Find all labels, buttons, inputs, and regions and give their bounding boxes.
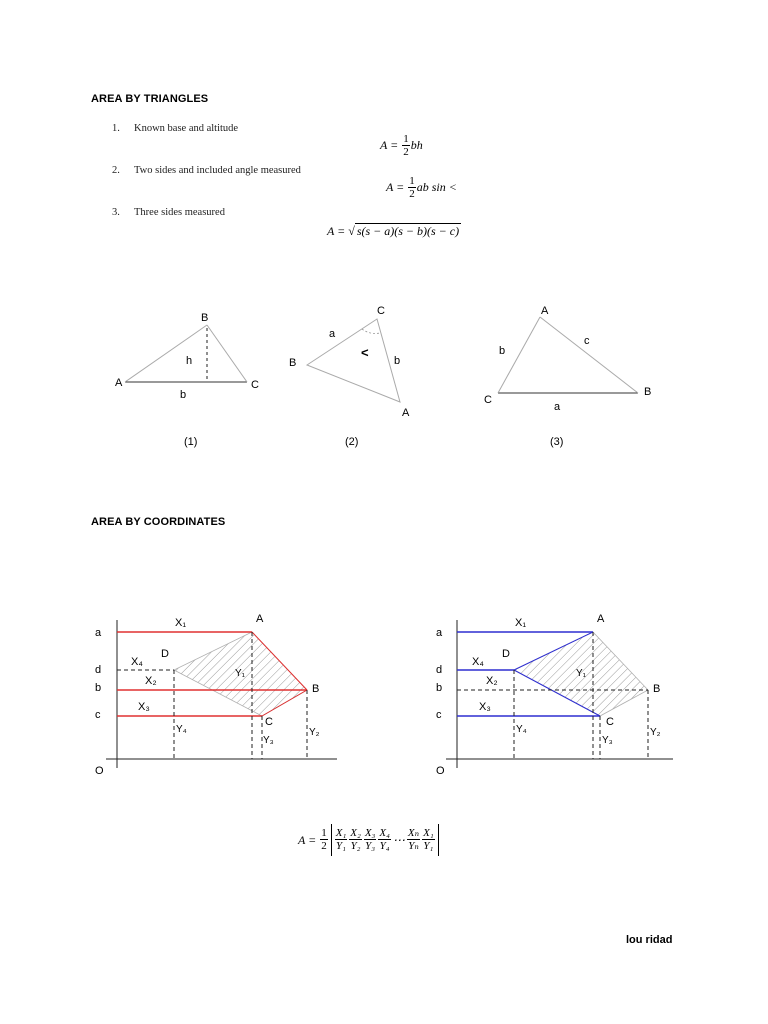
- method-text: Two sides and included angle measured: [134, 165, 301, 176]
- fraction-denominator: 2: [409, 188, 415, 200]
- term-x: X₃: [364, 827, 376, 839]
- method-text: Three sides measured: [134, 207, 225, 218]
- label-x3: X₃: [138, 701, 150, 713]
- term-x: X₁: [335, 827, 347, 839]
- triangle-2-label-b-vertex: B: [289, 357, 297, 369]
- triangle-3-label-b-vertex: B: [644, 386, 652, 398]
- method-text: Known base and altitude: [134, 123, 239, 134]
- label-y2: Y₂: [650, 727, 661, 738]
- label-x1: X₁: [515, 617, 527, 629]
- point-label-b: B: [653, 683, 661, 695]
- coordinate-term: [378, 828, 391, 852]
- method-number: 2.: [112, 165, 120, 176]
- axis-label-b: b: [95, 682, 102, 694]
- method-item-2: [112, 165, 301, 176]
- axis-label-c: c: [436, 709, 442, 721]
- label-y4: Y₄: [176, 724, 187, 735]
- triangle-2-label-a-side: a: [329, 328, 336, 340]
- triangle-1-label-b-vertex: B: [201, 312, 209, 324]
- label-x1: X₁: [175, 617, 187, 629]
- method-item-1: [112, 123, 238, 134]
- fraction-half: [408, 176, 416, 200]
- method-number: 1.: [112, 123, 120, 134]
- formula-three-sides: [327, 224, 461, 239]
- term-x: X₂: [350, 827, 361, 839]
- term-x: Xₙ: [407, 827, 420, 839]
- abs-bar-left: [331, 824, 332, 856]
- point-label-d: D: [161, 648, 169, 660]
- triangle-figure-2: [289, 305, 410, 448]
- formula-radicand: s(s − a)(s − b)(s − c): [356, 224, 460, 238]
- term-y: Y₂: [350, 840, 361, 852]
- triangle-3-label-c-side: c: [584, 335, 590, 347]
- triangle-figures: [0, 295, 768, 455]
- axis-label-origin: O: [95, 765, 104, 777]
- method-item-3: [112, 207, 225, 218]
- formula-lhs: A =: [298, 832, 317, 847]
- fraction-denominator: 2: [403, 146, 409, 158]
- label-y4: Y₄: [516, 724, 527, 735]
- point-label-c: C: [265, 716, 273, 728]
- fraction-denominator: 2: [321, 840, 327, 852]
- formula-lhs: A =: [380, 137, 399, 152]
- formula-rhs: bh: [410, 137, 423, 152]
- triangle-2-outline: [307, 319, 400, 402]
- formula-coordinates: [298, 824, 441, 856]
- label-y1: Y₁: [235, 668, 246, 679]
- coordinate-term: [407, 828, 420, 852]
- label-x2: X₂: [486, 675, 498, 687]
- fraction-numerator: 1: [321, 827, 327, 839]
- section-heading-triangles: AREA BY TRIANGLES: [91, 93, 209, 105]
- label-x4: X₄: [131, 656, 143, 668]
- label-y3: Y₃: [263, 735, 274, 746]
- term-y: Y₁: [423, 840, 434, 852]
- formula-lhs: A =: [327, 224, 346, 238]
- axis-label-a: a: [95, 627, 102, 639]
- axis-label-c: c: [95, 709, 101, 721]
- point-label-a: A: [256, 613, 264, 625]
- triangle-3-side-ab: [540, 317, 638, 393]
- fraction-half: [320, 828, 328, 852]
- triangle-1-label-c: C: [251, 379, 259, 391]
- abs-bar-right: [438, 824, 439, 856]
- triangle-2-angle-symbol: <: [361, 345, 369, 360]
- point-label-a: A: [597, 613, 605, 625]
- figure-caption-2: (2): [345, 436, 359, 448]
- figure-caption-1: (1): [184, 436, 198, 448]
- method-number: 3.: [112, 207, 120, 218]
- sqrt-sign: √: [348, 224, 355, 238]
- term-x: X₁: [423, 827, 434, 839]
- triangle-1-label-h: h: [186, 355, 193, 367]
- triangle-3-label-a-side: a: [554, 401, 561, 413]
- label-x4: X₄: [472, 656, 484, 668]
- triangle-2-label-c: C: [377, 305, 385, 317]
- term-y: Y₁: [336, 840, 346, 852]
- coordinate-term: [335, 828, 348, 852]
- coordinate-term: [349, 828, 362, 852]
- term-y: Yₙ: [408, 840, 419, 852]
- fraction-numerator: 1: [403, 133, 409, 145]
- label-x2: X₂: [145, 675, 157, 687]
- formula-two-sides-angle: [386, 176, 457, 200]
- triangle-3-label-a-vertex: A: [541, 305, 549, 317]
- point-label-d: D: [502, 648, 510, 660]
- coordinate-figure-right: [436, 613, 673, 777]
- triangle-3-label-b-side: b: [499, 345, 506, 357]
- figure-caption-3: (3): [550, 436, 564, 448]
- coordinate-term: [364, 828, 377, 852]
- point-label-b: B: [312, 683, 320, 695]
- triangle-3-label-c-vertex: C: [484, 394, 492, 406]
- coordinate-term: [422, 828, 435, 852]
- fraction-half: [402, 134, 410, 158]
- fraction-numerator: 1: [409, 175, 415, 187]
- term-x: X₄: [379, 827, 390, 839]
- section-heading-coordinates: AREA BY COORDINATES: [91, 516, 226, 528]
- label-y2: Y₂: [309, 727, 320, 738]
- formula-base-altitude: [380, 134, 423, 158]
- point-label-c: C: [606, 716, 614, 728]
- author-name: lou ridad: [626, 934, 673, 946]
- formula-lhs: A =: [386, 179, 405, 194]
- ellipsis: ⋯: [392, 832, 405, 847]
- triangle-figure-3: [484, 305, 651, 448]
- term-y: Y₃: [365, 840, 376, 852]
- label-y3: Y₃: [602, 735, 613, 746]
- axis-label-d: d: [436, 664, 443, 676]
- axis-label-d: d: [95, 664, 102, 676]
- term-y: Y₄: [379, 840, 390, 852]
- triangle-2-label-a-vertex: A: [402, 407, 410, 419]
- coordinate-figures: [0, 600, 768, 790]
- formula-rhs: ab sin <: [416, 179, 457, 194]
- triangle-1-side-ab: [125, 325, 207, 382]
- triangle-2-label-b-side: b: [394, 355, 401, 367]
- axis-label-b: b: [436, 682, 443, 694]
- determinant-terms: [334, 828, 436, 852]
- triangle-figure-1: [115, 312, 259, 448]
- label-y1: Y₁: [576, 668, 587, 679]
- axis-label-origin: O: [436, 765, 445, 777]
- triangle-1-label-a: A: [115, 377, 123, 389]
- coordinate-figure-left: [95, 613, 337, 777]
- triangle-1-label-b-side: b: [180, 389, 187, 401]
- triangle-1-side-bc: [207, 325, 247, 382]
- axis-label-a: a: [436, 627, 443, 639]
- label-x3: X₃: [479, 701, 491, 713]
- triangle-2-angle-arc: [362, 329, 380, 334]
